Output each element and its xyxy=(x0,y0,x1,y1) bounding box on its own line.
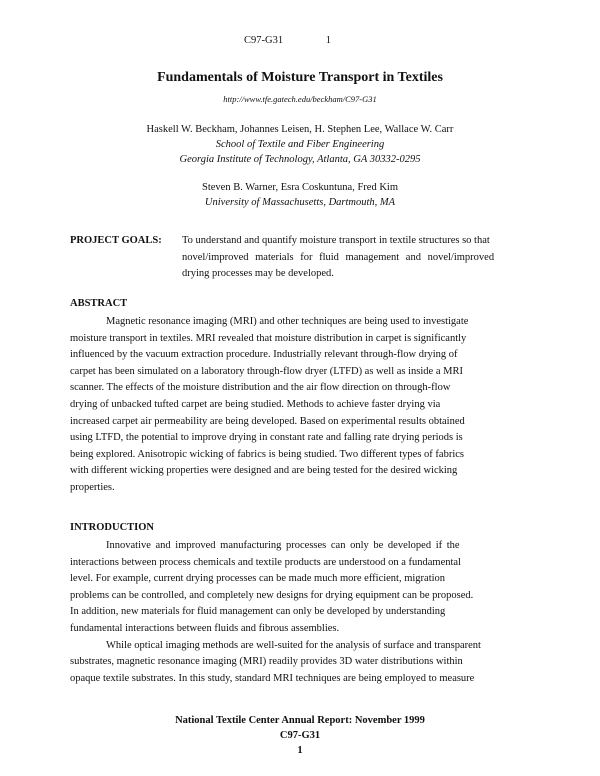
footer-code: C97-G31 xyxy=(279,730,321,741)
paper-url[interactable]: http://www.tfe.gatech.edu/beckham/C97-G31 xyxy=(223,94,377,104)
affiliation-2: University of Massachusetts, Dartmouth, MA xyxy=(204,197,396,208)
affiliation-1b: Georgia Institute of Technology, Atlanta, GA 30332-0295 xyxy=(179,154,421,165)
affiliation-1a: School of Textile and Fiber Engineering xyxy=(215,139,385,150)
intro-line: level. For example, current drying processes can be made much more efficient, migration xyxy=(70,573,446,585)
abstract-line: drying of unbacked tufted carpet are being studied. Methods to achieve faster drying via xyxy=(70,398,441,410)
footer-page-number: 1 xyxy=(297,745,303,756)
intro-line: In addition, new materials for fluid management can only be developed by understanding xyxy=(70,606,446,618)
paper-title: Fundamentals of Moisture Transport in Textiles xyxy=(157,70,443,85)
abstract-line: scanner. The effects of the moisture distribution and the air flow direction on through-flow xyxy=(70,382,451,394)
header-code: C97-G31 xyxy=(244,35,284,46)
author-names-1: Haskell W. Beckham, Johannes Leisen, H. Stephen Lee, Wallace W. Carr xyxy=(146,124,454,135)
introduction-heading: INTRODUCTION xyxy=(70,522,155,533)
abstract-body xyxy=(70,314,530,497)
project-goals-label: PROJECT GOALS: xyxy=(70,235,162,246)
intro-line: interactions between process chemicals and textile products are understood on a fundamental xyxy=(70,556,461,568)
author-block-2 xyxy=(0,180,600,210)
running-header xyxy=(244,33,331,48)
author-names-2: Steven B. Warner, Esra Coskuntuna, Fred Kim xyxy=(202,182,398,193)
intro-line: problems can be controlled, and completely new designs for drying equipment can be proposed. xyxy=(70,589,474,601)
intro-line: Innovative and improved manufacturing processes can only be developed if the xyxy=(106,540,460,551)
abstract-line: using LTFD, the potential to improve drying in constant rate and falling rate drying periods is xyxy=(70,432,463,444)
abstract-line: carpet has been simulated on a laboratory through-flow dryer (LTFD) as well as inside a MRI xyxy=(70,365,463,377)
header-page-number: 1 xyxy=(325,35,331,46)
project-goals-line: novel/improved materials for fluid management and novel/improved xyxy=(182,251,495,263)
author-block-1 xyxy=(0,122,600,167)
abstract-line: moisture transport in textiles. MRI revealed that moisture distribution in carpet is significantly xyxy=(70,332,467,344)
abstract-heading: ABSTRACT xyxy=(70,298,128,309)
project-goals-line: To understand and quantify moisture transport in textile structures so that xyxy=(182,235,490,246)
intro-line: fundamental interactions between fluids and fibrous assemblies. xyxy=(70,622,340,634)
abstract-line: Magnetic resonance imaging (MRI) and other techniques are being used to investigate xyxy=(106,316,469,327)
project-goals-text xyxy=(182,233,530,283)
intro-line: substrates, magnetic resonance imaging (MRI) readily provides 3D water distributions within xyxy=(70,656,463,668)
abstract-line: influenced by the vacuum extraction procedure. Industrially relevant through-flow drying of xyxy=(70,349,458,361)
introduction-body xyxy=(70,538,530,687)
page-footer xyxy=(0,713,600,758)
footer-report: National Textile Center Annual Report: November 1999 xyxy=(175,715,425,726)
intro-line: opaque textile substrates. In this study, standard MRI techniques are being employed to measure xyxy=(70,672,475,684)
abstract-line: being explored. Anisotropic wicking of fabrics is being studied. Two different types of fabrics xyxy=(70,448,464,460)
intro-line: While optical imaging methods are well-suited for the analysis of surface and transparent xyxy=(106,639,481,651)
abstract-line: increased carpet air permeability are being developed. Based on experimental results obtained xyxy=(70,415,465,427)
abstract-line: with different wicking properties were designed and are being tested for the desired wicking xyxy=(70,465,458,477)
abstract-line: properties. xyxy=(70,481,115,493)
project-goals-line: drying processes may be developed. xyxy=(182,268,334,280)
